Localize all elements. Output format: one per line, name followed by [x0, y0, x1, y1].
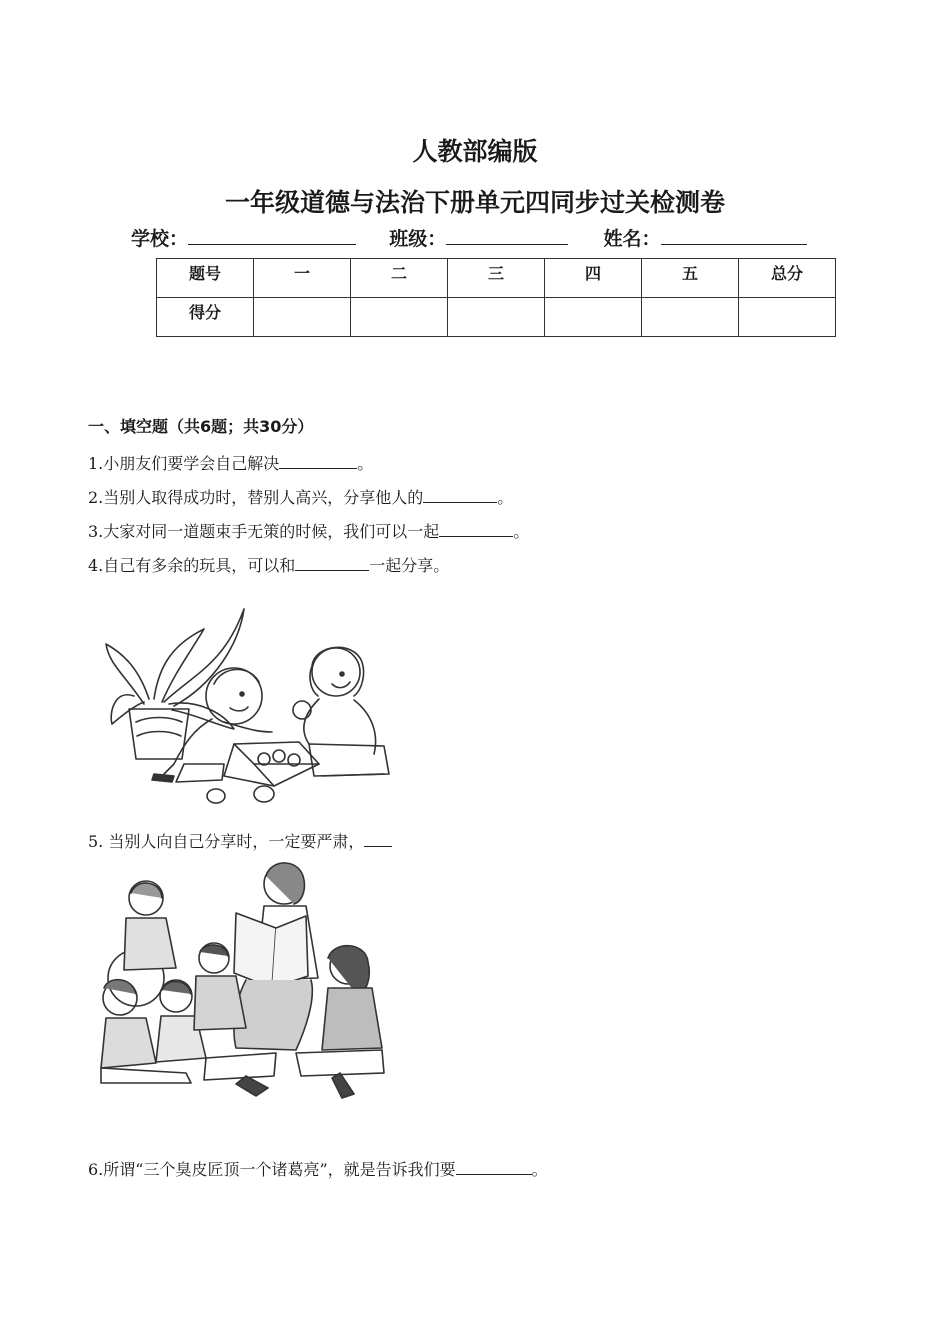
question-3 — [88, 519, 529, 542]
question-6 — [88, 1157, 548, 1180]
score-table-score-row — [157, 298, 836, 337]
question-text-end: 。 — [497, 488, 514, 507]
question-text-end: 一起分享。 — [369, 556, 450, 575]
score-cell: 四 — [545, 259, 642, 298]
name-blank[interactable] — [661, 224, 807, 245]
score-input-cell[interactable] — [351, 298, 448, 337]
score-input-cell[interactable] — [545, 298, 642, 337]
name-label: 姓名： — [603, 228, 661, 250]
question-5 — [88, 829, 392, 852]
question-text: 1.小朋友们要学会自己解决 — [88, 454, 280, 473]
teacher-reading-illustration — [96, 858, 396, 1102]
plant-leaf — [164, 609, 244, 706]
exam-title: 一年级道德与法治下册单元四同步过关检测卷 — [224, 188, 725, 217]
question-text: 2.当别人取得成功时，替别人高兴，分享他人的 — [88, 488, 424, 507]
answer-blank[interactable] — [364, 831, 392, 847]
question-text: 5. 当别人向自己分享时，一定要严肃， — [88, 832, 365, 851]
score-input-cell[interactable] — [642, 298, 739, 337]
class-blank[interactable] — [446, 224, 568, 245]
score-cell: 五 — [642, 259, 739, 298]
section-heading: 一、填空题（共6题；共30分） — [88, 417, 314, 436]
score-table — [156, 258, 836, 337]
school-label: 学校： — [131, 228, 189, 250]
score-input-cell[interactable] — [254, 298, 351, 337]
chick — [254, 786, 274, 802]
score-cell: 一 — [254, 259, 351, 298]
score-cell: 总分 — [739, 259, 836, 298]
answer-blank[interactable] — [456, 1159, 532, 1175]
boy-head — [206, 668, 262, 724]
boy-body — [164, 719, 212, 774]
girl-head — [312, 648, 360, 696]
question-text: 6.所谓“三个臭皮匠顶一个诸葛亮”，就是告诉我们要 — [88, 1160, 456, 1179]
question-4 — [88, 553, 449, 576]
score-cell: 二 — [351, 259, 448, 298]
school-blank[interactable] — [188, 224, 356, 245]
book — [234, 913, 276, 988]
score-cell: 三 — [448, 259, 545, 298]
score-table-header-row — [157, 259, 836, 298]
answer-blank[interactable] — [295, 555, 369, 571]
student-info-row — [131, 224, 807, 251]
children-sharing-illustration — [104, 604, 394, 810]
answer-blank[interactable] — [439, 521, 513, 537]
question-text-end: 。 — [357, 454, 374, 473]
score-cell: 题号 — [157, 259, 254, 298]
chick — [207, 789, 225, 803]
question-text: 3.大家对同一道题束手无策的时候，我们可以一起 — [88, 522, 440, 541]
score-row-label: 得分 — [157, 298, 254, 337]
question-1 — [88, 451, 373, 474]
question-text-end: 。 — [531, 1160, 548, 1179]
answer-blank[interactable] — [279, 453, 357, 469]
question-text: 4.自己有多余的玩具，可以和 — [88, 556, 296, 575]
question-text-end: 。 — [513, 522, 530, 541]
class-label: 班级： — [389, 228, 447, 250]
question-2 — [88, 485, 513, 508]
publisher-title: 人教部编版 — [412, 137, 538, 166]
answer-blank[interactable] — [423, 487, 497, 503]
girl-body — [304, 699, 319, 744]
score-input-cell[interactable] — [448, 298, 545, 337]
score-input-cell[interactable] — [739, 298, 836, 337]
